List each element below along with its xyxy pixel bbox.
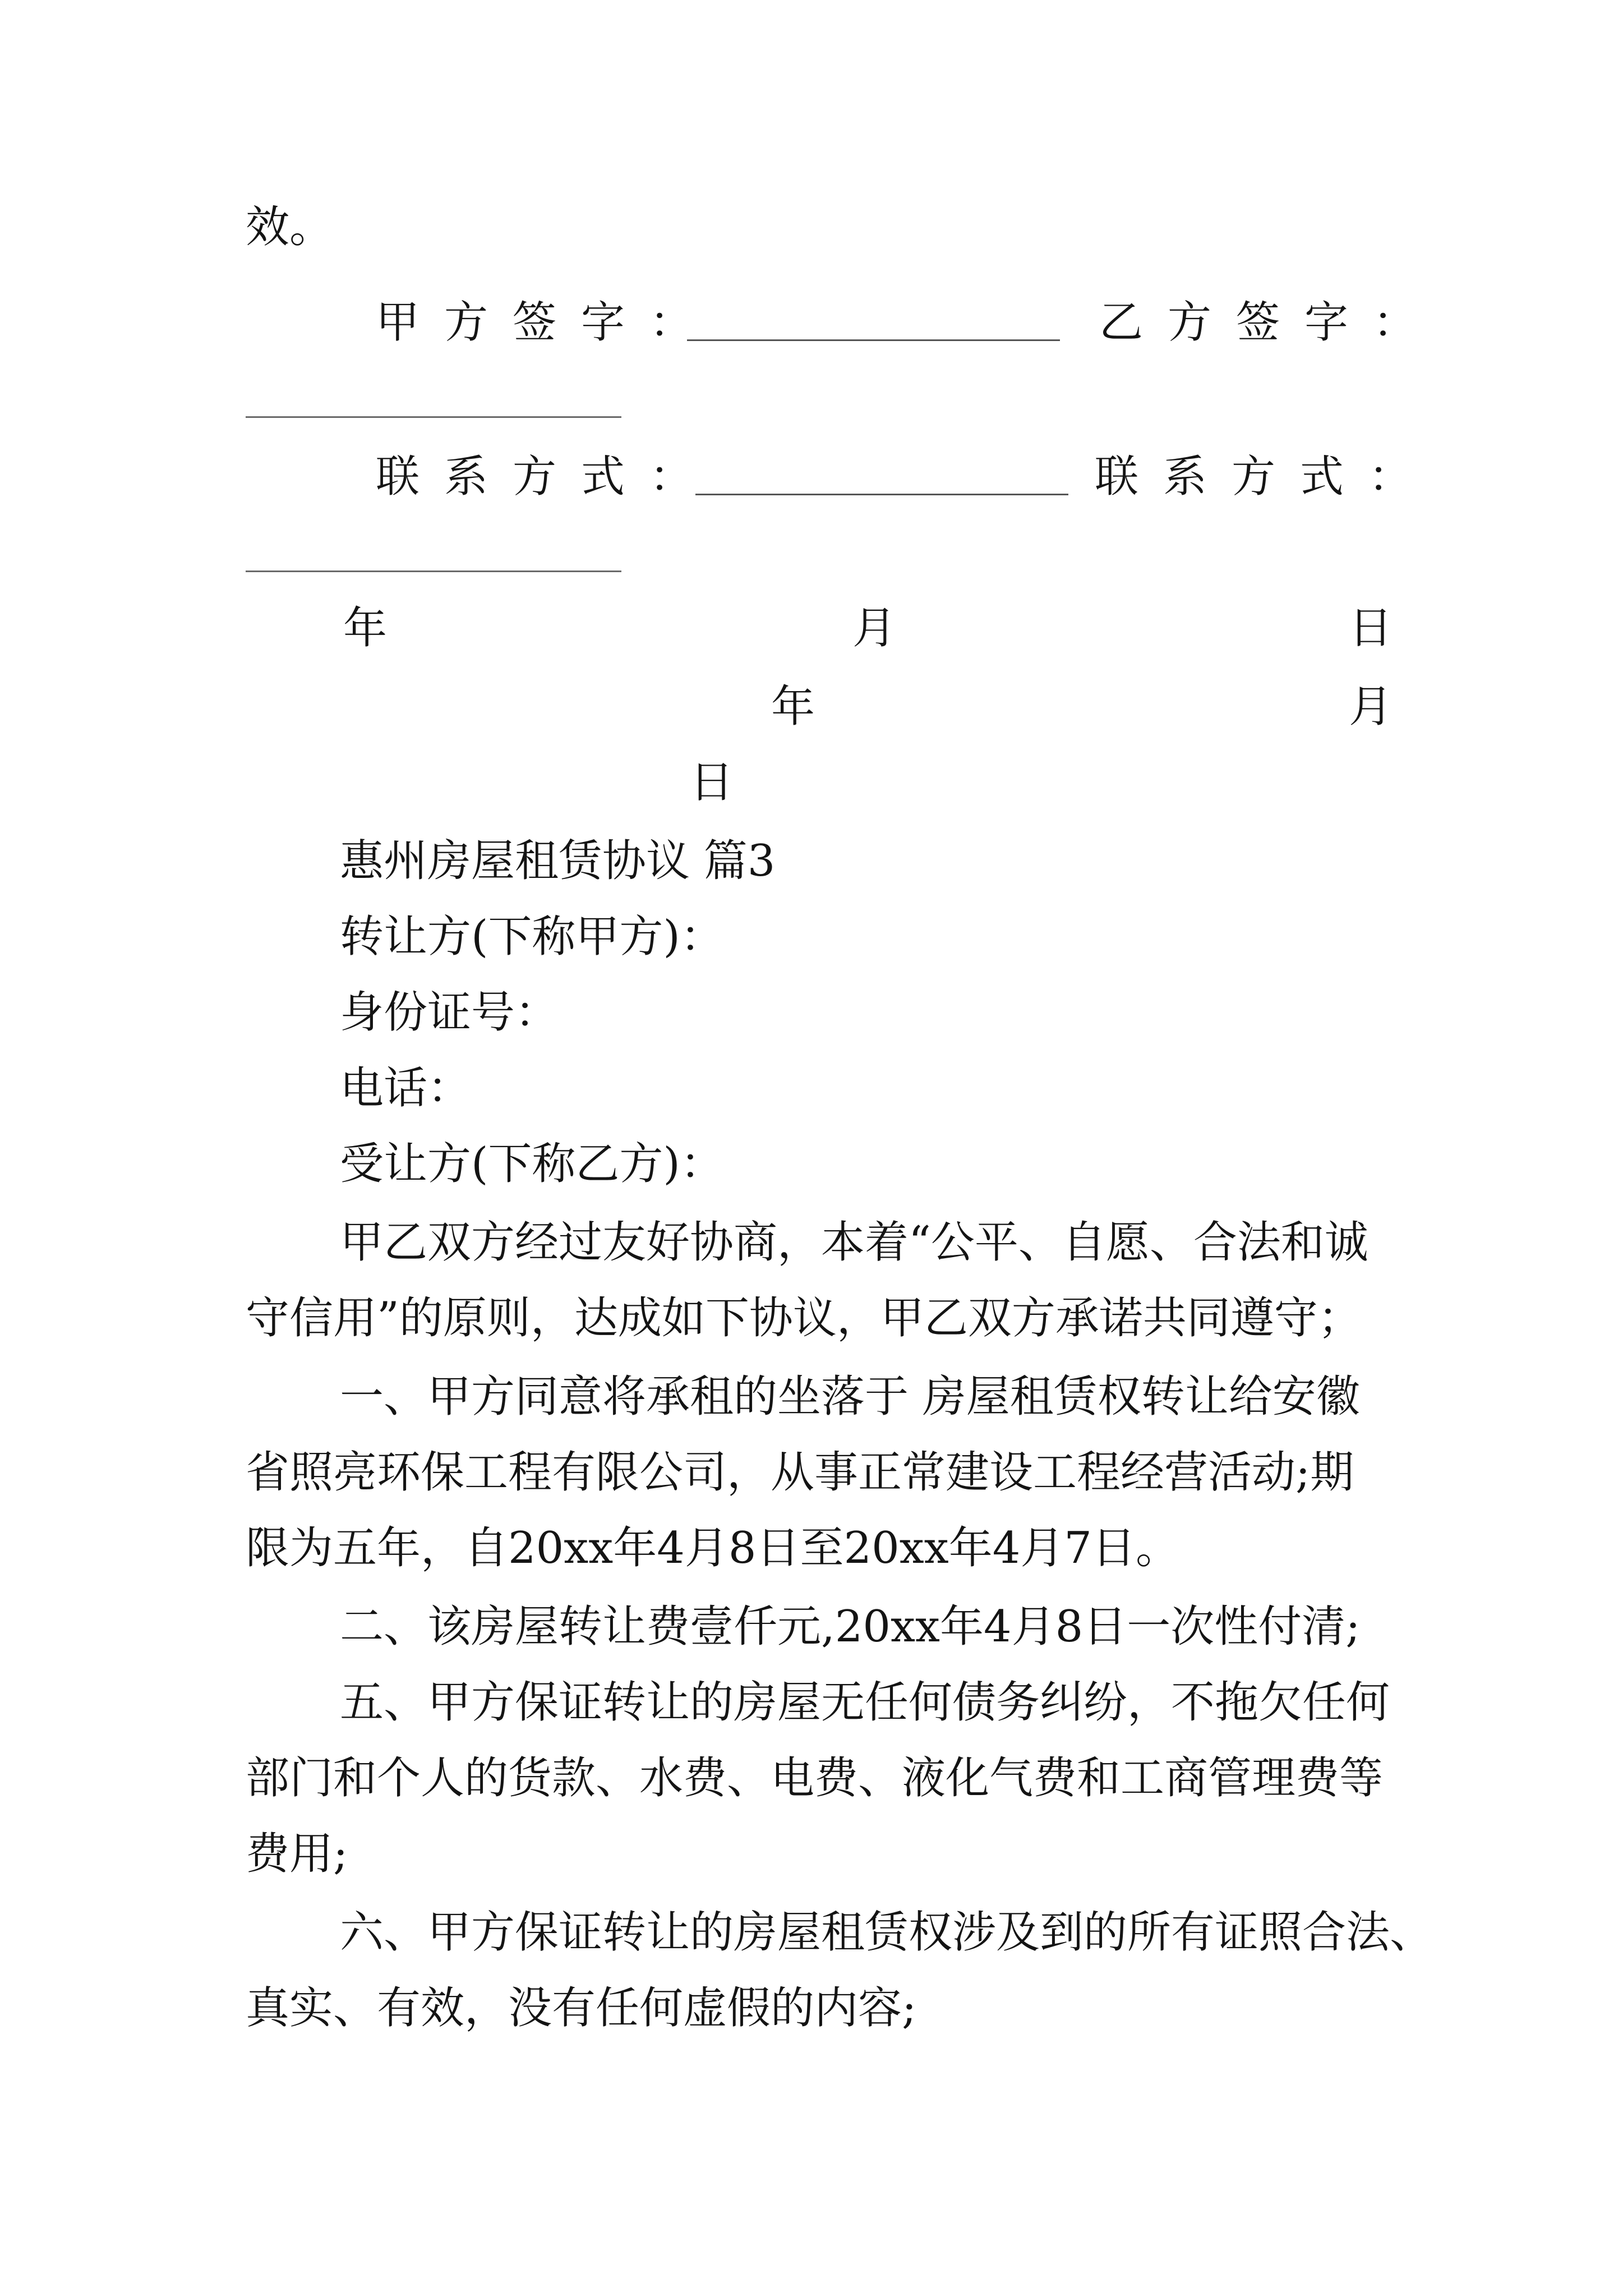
- party-a-signature-line: [687, 339, 1060, 341]
- party-a-contact-label: 联系方式：: [376, 452, 718, 502]
- text-line: 效。: [246, 202, 334, 252]
- paragraph-line: 五、甲方保证转让的房屋无任何债务纠纷，不拖欠任何: [340, 1677, 1390, 1728]
- phone-line: 电话：: [340, 1063, 472, 1114]
- party-b-signature-label: 乙方签字：: [1099, 297, 1442, 348]
- paragraph-line: 省照亮环保工程有限公司，从事正常建设工程经营活动;期: [246, 1447, 1354, 1498]
- date-day-a: 日: [1349, 603, 1393, 654]
- date-year-a: 年: [343, 603, 388, 654]
- paragraph-line: 二、该房屋转让费壹仟元,20xx年4月8日一次性付清;: [340, 1602, 1361, 1652]
- paragraph-line: 费用;: [246, 1829, 348, 1879]
- section-heading: 惠州房屋租赁协议 篇3: [340, 836, 776, 886]
- transferor-line: 转让方(下称甲方)：: [340, 912, 724, 962]
- paragraph-line: 六、甲方保证转让的房屋租赁权涉及到的所有证照合法、: [340, 1907, 1434, 1958]
- party-b-signature-line: [246, 416, 621, 418]
- paragraph-line: 限为五年，自20xx年4月8日至20xx年4月7日。: [246, 1523, 1179, 1573]
- party-b-contact-line: [246, 570, 621, 572]
- transferee-line: 受让方(下称乙方)：: [340, 1139, 724, 1189]
- paragraph-line: 守信用”的原则，达成如下协议，甲乙双方承诺共同遵守；: [246, 1293, 1362, 1343]
- party-a-signature-label: 甲方签字：: [376, 297, 718, 348]
- paragraph-line: 一、甲方同意将承租的坐落于 房屋租赁权转让给安徽: [340, 1372, 1360, 1422]
- date-day-b: 日: [690, 757, 734, 808]
- date-month-a: 月: [852, 603, 897, 654]
- paragraph-line: 真实、有效，没有任何虚假的内容;: [246, 1983, 917, 2033]
- party-b-contact-label: 联系方式：: [1095, 452, 1437, 502]
- paragraph-line: 甲乙双方经过友好协商，本着“公平、自愿、合法和诚: [340, 1217, 1368, 1268]
- id-number-line: 身份证号：: [340, 987, 559, 1038]
- date-year-b: 年: [771, 682, 815, 732]
- paragraph-line: 部门和个人的货款、水费、电费、液化气费和工商管理费等: [246, 1753, 1384, 1803]
- party-a-contact-line: [695, 494, 1068, 495]
- date-month-b: 月: [1349, 682, 1393, 732]
